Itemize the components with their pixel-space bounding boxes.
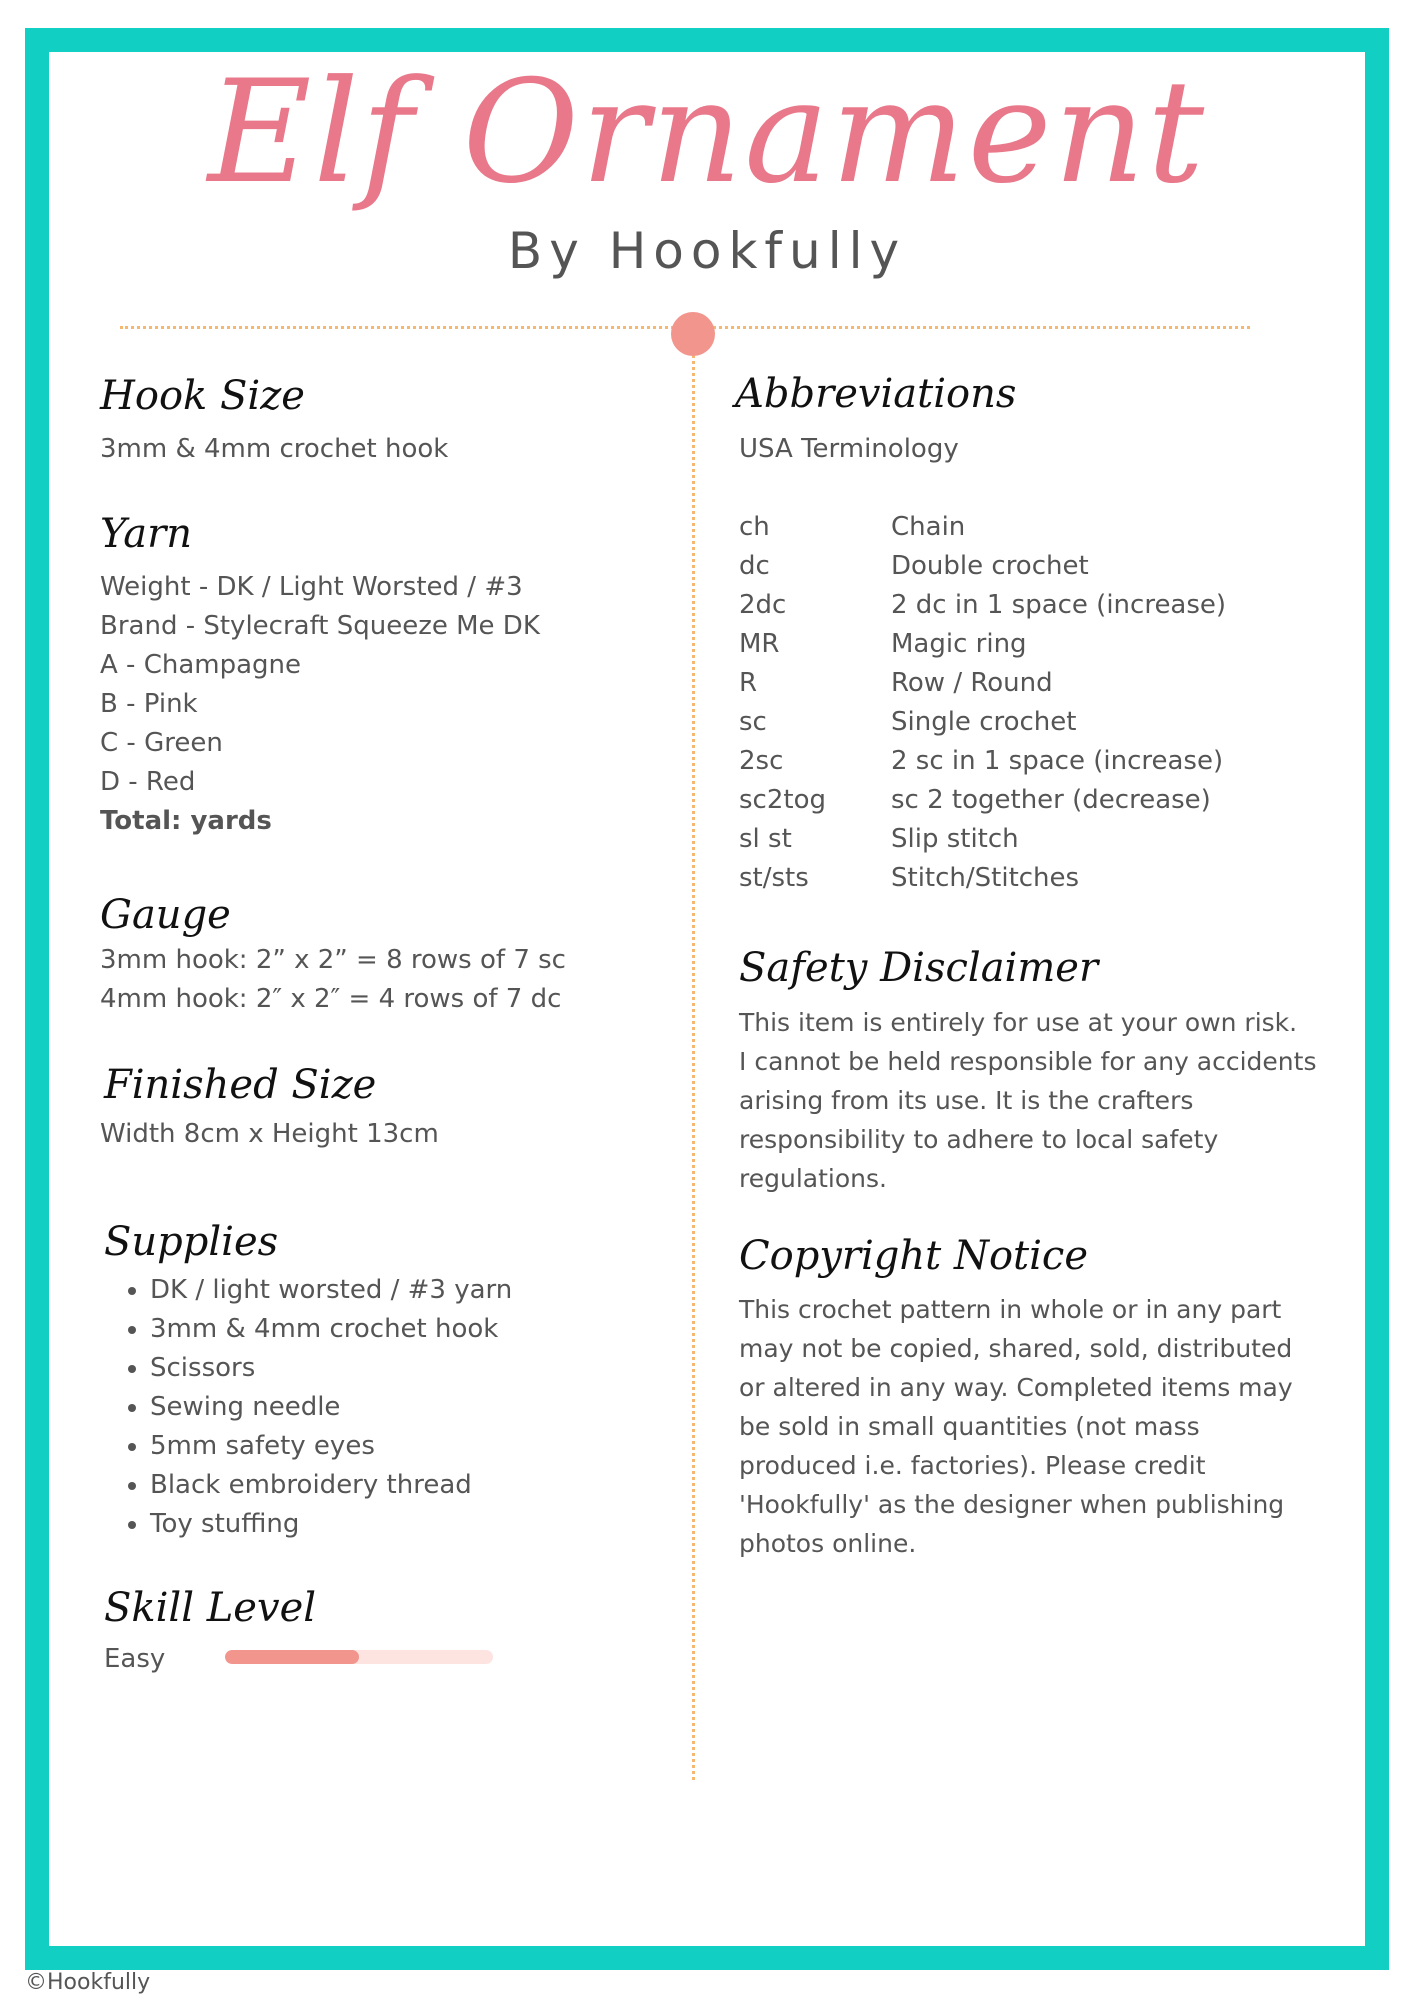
supply-item: • DK / light worsted / #3 yarn [150,1271,512,1310]
yarn-list [100,568,540,841]
safety-line: arising from its use. It is the crafters [739,1086,1194,1115]
abbr-key: ch [739,512,770,542]
abbr-meaning: Chain [891,512,966,542]
divider-circle [671,312,715,356]
skill-level-heading: Skill Level [104,1585,317,1631]
abbr-meaning: Double crochet [891,551,1089,581]
abbreviation-row [739,859,1226,898]
supplies-list [100,1271,512,1544]
yarn-line: C - Green [100,728,223,758]
supply-item: • Scissors [150,1349,512,1388]
yarn-line: D - Red [100,767,196,797]
copyright-line: 'Hookfully' as the designer when publishing [739,1490,1285,1519]
abbr-key: st/sts [739,863,809,893]
copyright-line: be sold in small quantities (not mass [739,1412,1200,1441]
finished-size-heading: Finished Size [104,1062,377,1108]
skill-level-fill [225,1650,359,1664]
pattern-subtitle: By Hookfully [507,222,907,280]
abbr-key: sc2tog [739,785,826,815]
footer-copyright: ©Hookfully [25,1970,151,1995]
safety-line: regulations. [739,1164,887,1193]
safety-line: I cannot be held responsible for any accidents [739,1047,1317,1076]
abbr-meaning: 2 dc in 1 space (increase) [891,590,1227,620]
terminology-label: USA Terminology [739,434,959,464]
abbr-meaning: Single crochet [891,707,1077,737]
abbreviation-row [739,703,1226,742]
safety-line: This item is entirely for use at your own risk. [739,1008,1298,1037]
abbr-meaning: sc 2 together (decrease) [891,785,1211,815]
pattern-title: Elf Ornament [207,50,1207,215]
abbr-key: dc [739,551,770,581]
abbr-key: 2dc [739,590,787,620]
safety-line: responsibility to adhere to local safety [739,1125,1219,1154]
abbreviation-row [739,625,1226,664]
abbreviation-row [739,664,1226,703]
abbr-meaning: 2 sc in 1 space (increase) [891,746,1224,776]
supply-item: • 5mm safety eyes [150,1427,512,1466]
abbr-meaning: Magic ring [891,629,1027,659]
yarn-line: Weight - DK / Light Worsted / #3 [100,572,523,602]
yarn-line: B - Pink [100,689,198,719]
abbreviations-heading: Abbreviations [735,371,1017,417]
yarn-line: Brand - Stylecraft Squeeze Me DK [100,611,540,641]
supply-item: • Sewing needle [150,1388,512,1427]
copyright-line: may not be copied, shared, sold, distributed [739,1334,1293,1363]
supply-item: • Black embroidery thread [150,1466,512,1505]
abbr-key: sl st [739,824,792,854]
abbr-key: sc [739,707,767,737]
abbr-meaning: Slip stitch [891,824,1019,854]
abbr-key: 2sc [739,746,784,776]
abbr-meaning: Stitch/Stitches [891,863,1080,893]
copyright-heading: Copyright Notice [739,1233,1088,1279]
copyright-line: or altered in any way. Completed items may [739,1373,1293,1402]
abbr-meaning: Row / Round [891,668,1053,698]
gauge-line: 3mm hook: 2” x 2” = 8 rows of 7 sc [100,945,566,975]
supply-item: • Toy stuffing [150,1505,512,1544]
skill-level-label: Easy [104,1644,166,1674]
yarn-line: A - Champagne [100,650,302,680]
gauge-heading: Gauge [100,892,231,938]
gauge-line: 4mm hook: 2″ x 2″ = 4 rows of 7 dc [100,984,562,1014]
abbreviation-row [739,508,1226,547]
yarn-total: Total: yards [100,806,272,836]
yarn-heading: Yarn [100,511,193,557]
gauge-list [100,941,566,1019]
abbreviation-row [739,547,1226,586]
abbreviation-row [739,820,1226,859]
copyright-line: photos online. [739,1529,917,1558]
abbreviation-row [739,742,1226,781]
copyright-text [739,1290,1293,1563]
hook-size-heading: Hook Size [100,373,305,419]
copyright-line: produced i.e. factories). Please credit [739,1451,1206,1480]
safety-heading: Safety Disclaimer [739,945,1099,991]
vertical-divider [692,332,695,1780]
abbreviations-table [739,508,1226,898]
supplies-heading: Supplies [104,1219,279,1265]
abbreviation-row [739,586,1226,625]
abbreviation-row [739,781,1226,820]
skill-level-bar [225,1650,493,1664]
safety-text [739,1003,1316,1198]
supply-item: • 3mm & 4mm crochet hook [150,1310,512,1349]
abbr-key: R [739,668,758,698]
hook-size-text: 3mm & 4mm crochet hook [100,434,449,464]
abbr-key: MR [739,629,780,659]
copyright-line: This crochet pattern in whole or in any part [739,1295,1282,1324]
finished-size-text: Width 8cm x Height 13cm [100,1119,439,1149]
